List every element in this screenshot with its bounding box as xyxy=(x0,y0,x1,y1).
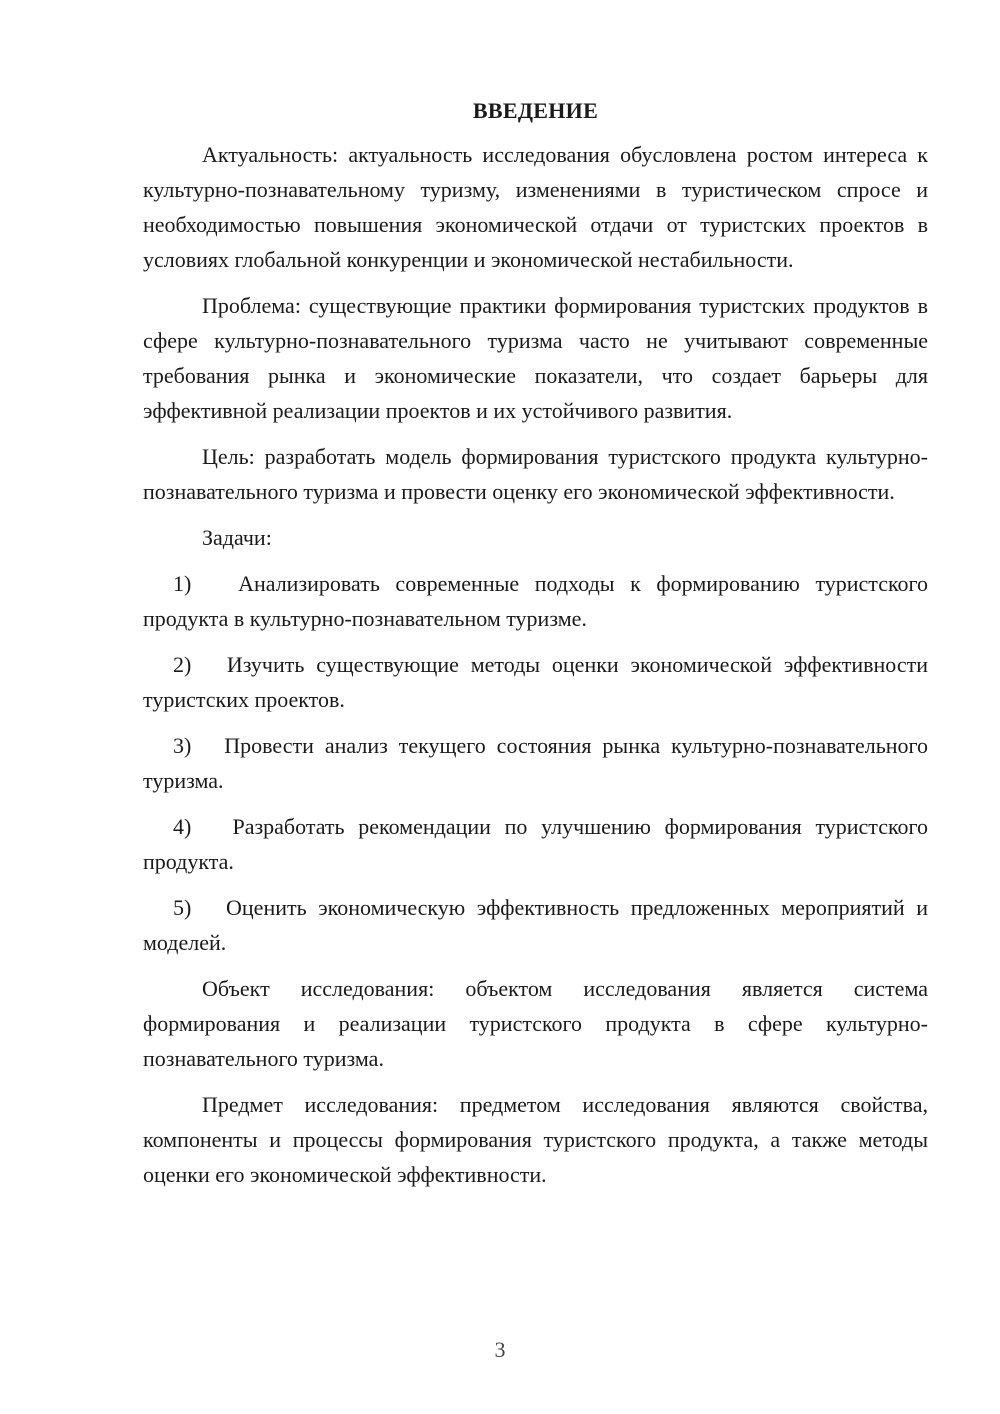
task-text: Разработать рекомендации по улучшению формирования туристского продукта. xyxy=(143,814,929,874)
list-item xyxy=(143,728,928,798)
task-text: Анализировать современные подходы к формированию туристского продукта в культурно-познавательном туризме. xyxy=(143,571,929,631)
list-item xyxy=(143,890,928,960)
list-item xyxy=(143,647,928,717)
task-number: 5) xyxy=(173,895,192,920)
tasks-heading: Задачи: xyxy=(202,525,272,550)
paragraph-object: Объект исследования: объектом исследования является система формирования и реализации туристского продукта в сфере культурно-познавательного туризма. xyxy=(143,976,928,1071)
tasks-list xyxy=(143,566,928,960)
task-text: Провести анализ текущего состояния рынка культурно-познавательного туризма. xyxy=(143,733,929,793)
task-number: 3) xyxy=(173,733,192,758)
task-text: Изучить существующие методы оценки экономической эффективности туристских проектов. xyxy=(143,652,928,712)
list-item xyxy=(143,809,928,879)
page-number: 3 xyxy=(494,1337,506,1362)
paragraph-problem: Проблема: существующие практики формирования туристских продуктов в сфере культурно-познавательного туризма часто не учитывают современные требования рынка и экономические показатели, что создает барьеры для эффективной реализации проектов и их устойчивого развития. xyxy=(143,293,928,423)
paragraph-subject: Предмет исследования: предметом исследования являются свойства, компоненты и процессы формирования туристского продукта, а также методы оценки его экономической эффективности. xyxy=(143,1092,928,1187)
task-text: Оценить экономическую эффективность предложенных мероприятий и моделей. xyxy=(143,895,928,955)
list-item xyxy=(143,566,928,636)
task-number: 4) xyxy=(173,814,192,839)
task-number: 2) xyxy=(173,652,192,677)
paragraph-goal: Цель: разработать модель формирования туристского продукта культурно-познавательного туризма и провести оценку его экономической эффективности. xyxy=(143,444,928,504)
task-number: 1) xyxy=(173,571,192,596)
paragraph-relevance: Актуальность: актуальность исследования обусловлена ростом интереса к культурно-познавательному туризму, изменениями в туристическом спросе и необходимостью повышения экономической отдачи от туристских проектов в условиях глобальной конкуренции и экономической нестабильности. xyxy=(143,142,928,272)
section-title: ВВЕДЕНИЕ xyxy=(472,98,599,123)
